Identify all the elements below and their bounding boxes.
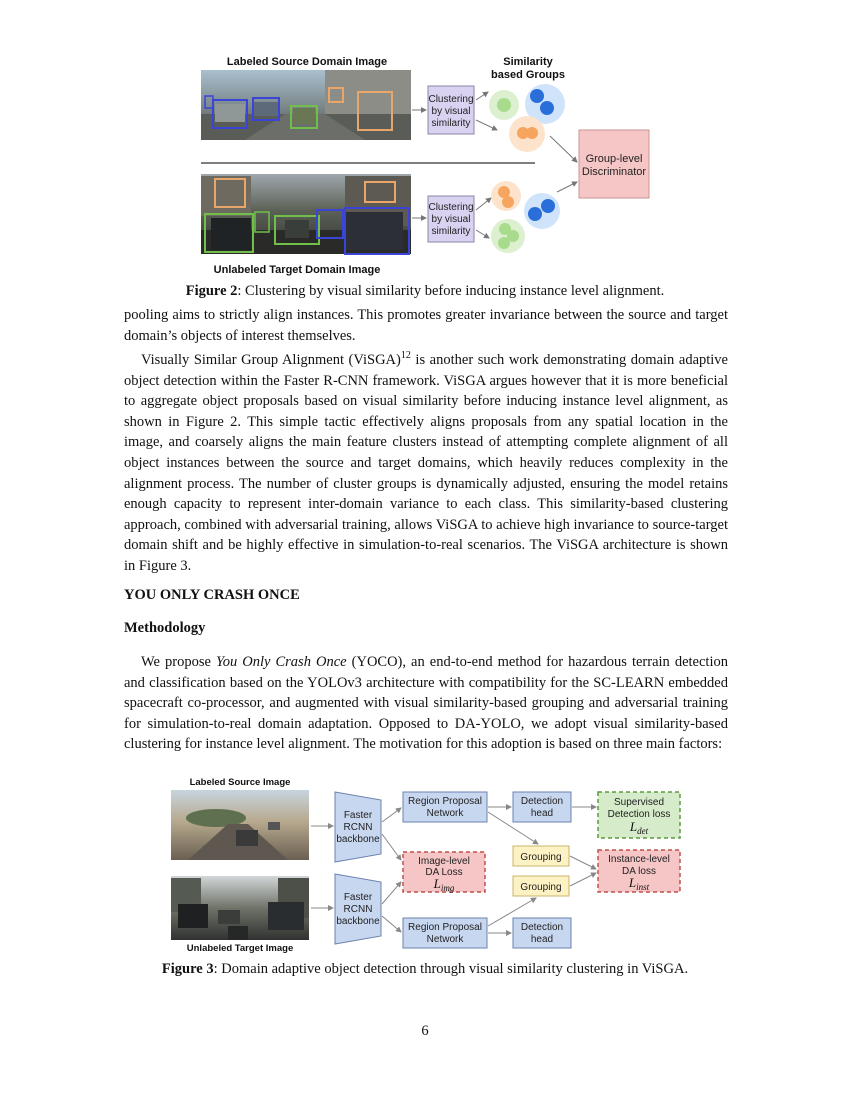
paragraph-yoco-start: We propose xyxy=(141,654,216,670)
page-number: 6 xyxy=(421,1023,429,1039)
rpn-target xyxy=(403,918,487,948)
img-loss-label-2: DA Loss xyxy=(425,867,463,878)
rpn-source xyxy=(403,792,487,822)
clustering-label: similarity xyxy=(431,118,471,129)
figure-3-caption xyxy=(0,961,850,978)
target-domain-label: Unlabeled Target Domain Image xyxy=(213,264,381,276)
paragraph-visga xyxy=(124,350,728,577)
det-label: head xyxy=(530,934,554,945)
paragraph-pooling: pooling aims to strictly align instances. This promotes greater invariance between the source and target domain’s objects of interest themselves. xyxy=(124,307,728,344)
det-label: Detection xyxy=(520,922,564,933)
rpn-label: Network xyxy=(426,934,464,945)
rpn-label: Region Proposal xyxy=(408,796,482,807)
backbone-source xyxy=(335,792,381,862)
rpn-label: Region Proposal xyxy=(408,922,482,933)
detection-head-source xyxy=(513,792,571,822)
similarity-groups-label-2: based Groups xyxy=(491,69,565,81)
subsection-heading: Methodology xyxy=(124,620,206,636)
discriminator-label-2: Discriminator xyxy=(581,166,647,178)
discriminator-label-1: Group-level xyxy=(585,153,643,165)
det-label: Detection xyxy=(520,796,564,807)
figure-2 xyxy=(195,52,655,278)
paragraph-yoco-rest: (YOCO), an end-to-end method for hazardous terrain detection and classification based on the YOLOv3 architecture with compatibility for the SC-LEARN embedded spacecraft co-processor, and augmented with visual similarity-based grouping and adversarial training for simulation-to-real domain adaptation. Opposed to DA-YOLO, we adopt visual similarity-based clustering for instance level alignment. The motivation for this adoption is based on three main factors: xyxy=(124,654,728,753)
backbone-label: Faster xyxy=(343,810,373,821)
backbone-label: backbone xyxy=(336,834,380,845)
detection-head-target xyxy=(513,918,571,948)
figure-2-caption xyxy=(0,283,850,300)
backbone-label: backbone xyxy=(336,916,380,927)
target-similarity-groups xyxy=(491,181,560,253)
grouping-label: Grouping xyxy=(520,882,562,893)
sup-loss-label-2: Detection loss xyxy=(607,809,671,820)
sup-loss-label-1: Supervised xyxy=(613,797,665,808)
figure-2-caption-text: : Clustering by visual similarity before inducing instance level alignment. xyxy=(237,283,665,299)
image-level-da-loss xyxy=(403,852,485,893)
backbone-target xyxy=(335,874,381,944)
paragraph-yoco xyxy=(124,652,728,755)
instance-level-da-loss xyxy=(598,850,680,892)
inst-loss-label-1: Instance-level xyxy=(608,854,670,865)
rpn-label: Network xyxy=(426,808,464,819)
supervised-detection-loss xyxy=(598,792,680,838)
det-label: head xyxy=(530,808,554,819)
source-similarity-groups xyxy=(489,84,565,152)
yoco-name: You Only Crash Once xyxy=(215,654,347,670)
figure-3-caption-label: Figure 3 xyxy=(161,961,214,977)
inst-loss-label-2: DA loss xyxy=(622,866,656,877)
similarity-groups-label-1: Similarity xyxy=(503,56,553,68)
figure-2-caption-label: Figure 2 xyxy=(185,283,238,299)
backbone-label: Faster xyxy=(343,892,373,903)
target-domain-image xyxy=(201,174,411,254)
clustering-box-target xyxy=(428,196,474,242)
fig3-source-label: Labeled Source Image xyxy=(189,777,291,788)
fig3-target-label: Unlabeled Target Image xyxy=(186,943,294,954)
img-loss-label-1: Image-level xyxy=(418,856,470,867)
sup-loss-math: $L_{det}$ xyxy=(629,819,649,836)
source-domain-image xyxy=(201,70,411,140)
citation-12: 12 xyxy=(400,350,411,362)
grouping-box-1 xyxy=(513,846,569,866)
paragraph-visga-start: Visually Similar Group Alignment (ViSGA) xyxy=(141,352,401,368)
fig3-source-image xyxy=(171,790,309,860)
figure-3-caption-text: : Domain adaptive object detection through visual similarity clustering in ViSGA. xyxy=(213,961,689,977)
img-loss-math: $L_{img}$ xyxy=(433,876,455,893)
clustering-label: by visual xyxy=(431,106,471,117)
clustering-label: by visual xyxy=(431,214,471,225)
fig3-target-image xyxy=(171,876,309,940)
inst-loss-math: $L_{inst}$ xyxy=(628,875,650,892)
clustering-label: Clustering xyxy=(428,94,474,105)
clustering-label: Clustering xyxy=(428,202,474,213)
source-domain-label: Labeled Source Domain Image xyxy=(226,56,388,68)
grouping-box-2 xyxy=(513,876,569,896)
group-level-discriminator xyxy=(579,130,649,198)
clustering-box-source xyxy=(428,86,474,134)
figure-3 xyxy=(168,774,688,956)
grouping-label: Grouping xyxy=(520,852,562,863)
paragraph-visga-rest: is another such work demonstrating domain adaptive object detection within the Faster R-CNN framework. ViSGA argues however that it is more beneficial to aggregate object proposals based on visual similarity before inducing instance level alignment, as shown in Figure 2. This simple tactic effectively aligns proposals from any spatial location in the image, and coarsely aligns the main feature clusters instead of attempting complete alignment of all object instances between the source and target domains, which heavily reduces complexity in the alignment process. The number of cluster groups is dynamically adjusted, ensuring the model retains enough capacity to represent inter-domain variance to each class. This similarity-based clustering approach, combined with adversarial training, allows ViSGA to achieve high invariance to source-target domain shift and be highly effective in simulation-to-real scenarios. The ViSGA architecture is shown in Figure 3. xyxy=(124,352,728,574)
backbone-label: RCNN xyxy=(343,822,373,833)
section-heading: YOU ONLY CRASH ONCE xyxy=(124,587,300,603)
clustering-label: similarity xyxy=(431,226,471,237)
backbone-label: RCNN xyxy=(343,904,373,915)
